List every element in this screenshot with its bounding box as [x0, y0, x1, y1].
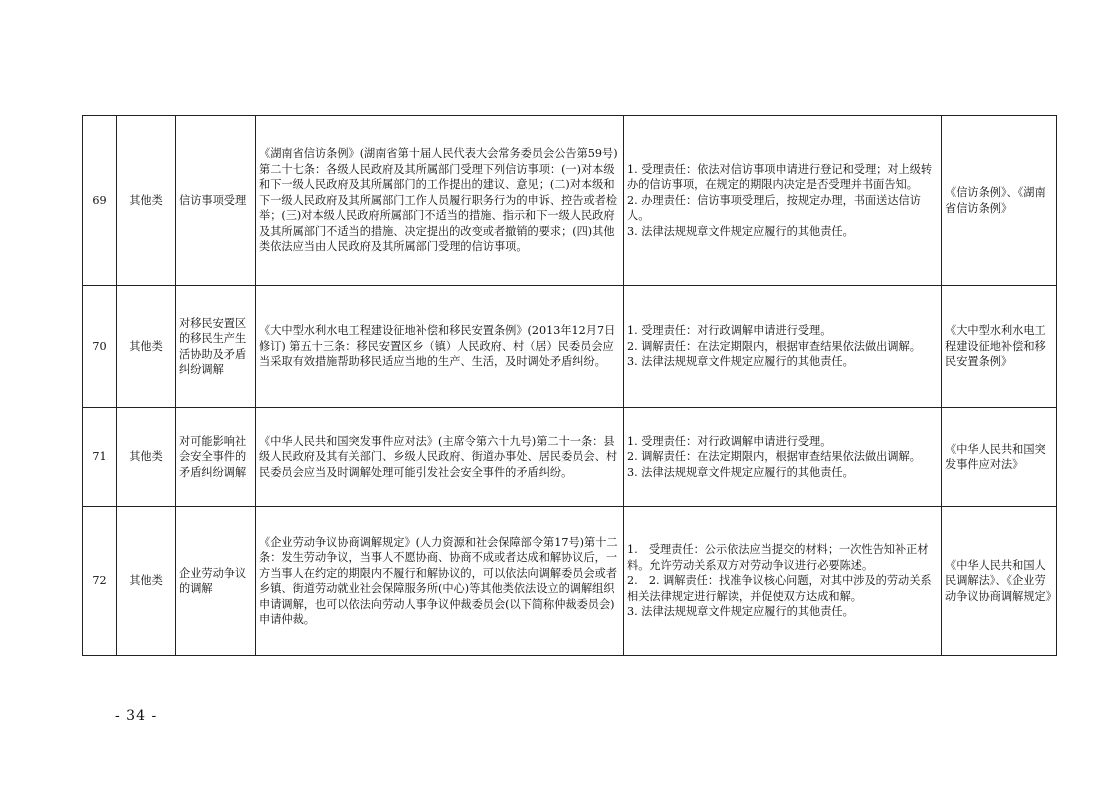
row-reference: 《大中型水利水电工程建设征地补偿和移民安置条例》: [942, 286, 1057, 408]
row-responsibilities: [624, 408, 942, 507]
responsibility-item: 3. 法律法规规章文件规定应履行的其他责任。: [627, 355, 854, 369]
responsibility-item: 3. 法律法规规章文件规定应履行的其他责任。: [627, 605, 854, 619]
row-reference: 《中华人民共和国人民调解法》、《企业劳动争议协商调解规定》: [942, 507, 1057, 656]
row-legal-basis: 《中华人民共和国突发事件应对法》(主席令第六十九号)第二十一条：县级人民政府及其有关部门、乡级人民政府、街道办事处、居民委员会、村民委员会应当及时调解处理可能引发社会安全事件的矛盾纠纷。: [256, 408, 624, 507]
row-number: 69: [83, 116, 117, 286]
row-responsibilities: [624, 507, 942, 656]
responsibility-item: 1. 受理责任：公示依法应当提交的材料；一次性告知补正材料。允许劳动关系双方对劳动争议进行必要陈述。: [627, 543, 929, 572]
responsibility-item: 2. 调解责任：在法定期限内，根据审查结果依法做出调解。: [627, 450, 921, 464]
page-number: - 34 -: [115, 708, 158, 724]
responsibility-item: 3. 法律法规规章文件规定应履行的其他责任。: [627, 465, 854, 479]
row-number: 72: [83, 507, 117, 656]
table-row: [83, 507, 1057, 656]
row-legal-basis: 《企业劳动争议协商调解规定》(人力资源和社会保障部令第17号)第十二条：发生劳动争议，当事人不愿协商、协商不成或者达成和解协议后，一方当事人在约定的期限内不履行和解协议的，可以依法向调解委员会或者乡镇、街道劳动就业社会保障服务所(中心)等其他类依法设立的调解组织申请调解，也可以依法向劳动人事争议仲裁委员会(以下简称仲裁委员会)申请仲裁。: [256, 507, 624, 656]
row-responsibilities: [624, 116, 942, 286]
row-number: 71: [83, 408, 117, 507]
row-item-name: 企业劳动争议的调解: [176, 507, 256, 656]
responsibility-item: 1. 受理责任：对行政调解申请进行受理。: [627, 434, 832, 448]
row-responsibilities: [624, 286, 942, 408]
row-reference: 《中华人民共和国突发事件应对法》: [942, 408, 1057, 507]
row-reference: 《信访条例》、《湖南省信访条例》: [942, 116, 1057, 286]
responsibility-item: 2. 2. 调解责任：找准争议核心问题，对其中涉及的劳动关系相关法律规定进行解读，并促使双方达成和解。: [627, 574, 932, 603]
responsibility-item: 3. 法律法规规章文件规定应履行的其他责任。: [627, 224, 854, 238]
row-number: 70: [83, 286, 117, 408]
table-row: [83, 286, 1057, 408]
responsibility-item: 2. 调解责任：在法定期限内，根据审查结果依法做出调解。: [627, 339, 921, 353]
responsibility-item: 2. 办理责任：信访事项受理后，按规定办理，书面送达信访人。: [627, 193, 921, 223]
table-row: [83, 408, 1057, 507]
row-item-name: 对可能影响社会安全事件的矛盾纠纷调解: [176, 408, 256, 507]
table-row: [83, 116, 1057, 286]
responsibility-item: 1. 受理责任：依法对信访事项申请进行登记和受理；对上级转办的信访事项，在规定的期限内决定是否受理并书面告知。: [627, 162, 933, 192]
row-item-name: 对移民安置区的移民生产生活协助及矛盾纠纷调解: [176, 286, 256, 408]
duty-table: [82, 115, 1057, 656]
row-category: 其他类: [117, 507, 176, 656]
row-legal-basis: 《大中型水利水电工程建设征地补偿和移民安置条例》(2013年12月7日修订) 第五十三条：移民安置区乡（镇）人民政府、村（居）民委员会应当采取有效措施帮助移民适应当地的生产、生活，及时调处矛盾纠纷。: [256, 286, 624, 408]
row-category: 其他类: [117, 408, 176, 507]
duty-table-sheet: [82, 115, 1056, 656]
row-item-name: 信访事项受理: [176, 116, 256, 286]
row-category: 其他类: [117, 286, 176, 408]
row-category: 其他类: [117, 116, 176, 286]
responsibility-item: 1. 受理责任：对行政调解申请进行受理。: [627, 324, 832, 338]
row-legal-basis: 《湖南省信访条例》(湖南省第十届人民代表大会常务委员会公告第59号)第二十七条：各级人民政府及其所属部门受理下列信访事项：(一)对本级和下一级人民政府及其所属部门的工作提出的建议、意见；(二)对本级和下一级人民政府及其所属部门工作人员履行职务行为的申诉、控告或者检举；(三)对本级人民政府所属部门不适当的措施、指示和下一级人民政府及其所属部门不适当的措施、决定提出的改变或者撤销的要求；(四)其他类依法应当由人民政府及其所属部门受理的信访事项。: [256, 116, 624, 286]
